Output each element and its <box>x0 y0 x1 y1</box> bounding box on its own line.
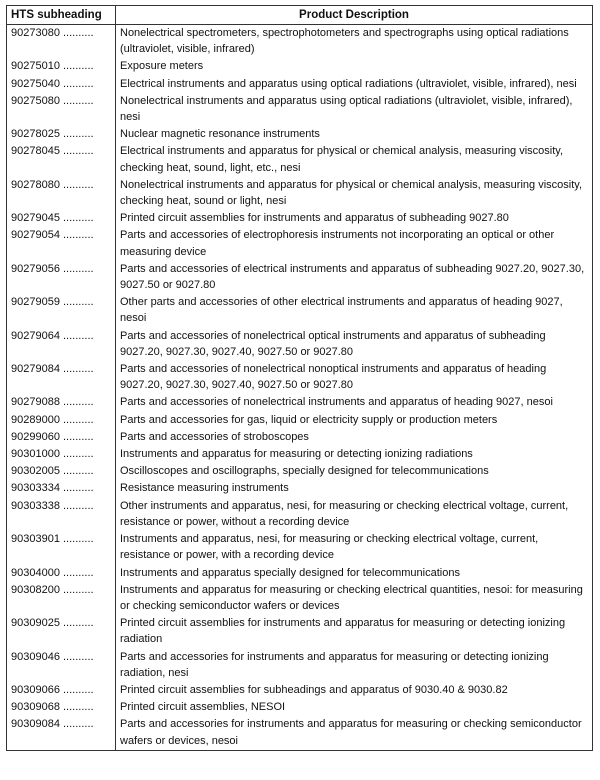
product-description-cell: Parts and accessories of electrical instruments and apparatus of subheading 9027.20, 9027.30, 9027.50 or 9027.80 <box>116 261 593 294</box>
product-description-cell: Parts and accessories for gas, liquid or electricity supply or production meters <box>116 412 593 429</box>
hts-code-cell: 90278045 .......... <box>7 143 116 176</box>
table-row <box>7 261 593 294</box>
product-description-cell: Nonelectrical instruments and apparatus using optical radiations (ultraviolet, visible, infrared), nesi <box>116 93 593 126</box>
product-description-cell: Parts and accessories for instruments and apparatus for measuring or checking semiconductor wafers or devices, nesoi <box>116 716 593 750</box>
table-row <box>7 143 593 176</box>
table-row <box>7 565 593 582</box>
product-description-cell: Parts and accessories of stroboscopes <box>116 429 593 446</box>
table-row <box>7 177 593 210</box>
table-row <box>7 582 593 615</box>
table-row <box>7 699 593 716</box>
table-row <box>7 361 593 394</box>
product-description-cell: Electrical instruments and apparatus for physical or chemical analysis, measuring viscosity, checking heat, sound, light, etc., nesi <box>116 143 593 176</box>
product-description-cell: Parts and accessories of nonelectrical instruments and apparatus of heading 9027, nesoi <box>116 394 593 411</box>
table-row <box>7 446 593 463</box>
product-description-cell: Nuclear magnetic resonance instruments <box>116 126 593 143</box>
table-row <box>7 394 593 411</box>
table-row <box>7 93 593 126</box>
hts-code-cell: 90309066 .......... <box>7 682 116 699</box>
product-description-cell: Electrical instruments and apparatus using optical radiations (ultraviolet, visible, infrared), nesi <box>116 76 593 93</box>
product-description-cell: Nonelectrical spectrometers, spectrophotometers and spectrographs using optical radiations (ultraviolet, visible, infrared) <box>116 25 593 59</box>
table-row <box>7 649 593 682</box>
column-header-hts-subheading: HTS subheading <box>7 6 116 25</box>
product-description-cell: Printed circuit assemblies for instruments and apparatus of subheading 9027.80 <box>116 210 593 227</box>
table-row <box>7 463 593 480</box>
product-description-cell: Printed circuit assemblies for instruments and apparatus for measuring or detecting ionizing radiation <box>116 615 593 648</box>
document-page <box>6 5 592 751</box>
table-row <box>7 480 593 497</box>
hts-code-cell: 90273080 .......... <box>7 25 116 59</box>
table-row <box>7 294 593 327</box>
hts-code-cell: 90308200 .......... <box>7 582 116 615</box>
table-row <box>7 25 593 59</box>
product-description-cell: Parts and accessories of nonelectrical nonoptical instruments and apparatus of heading 9027.20, 9027.30, 9027.40, 9027.50 or 9027.80 <box>116 361 593 394</box>
hts-code-cell: 90279088 .......... <box>7 394 116 411</box>
column-header-product-description: Product Description <box>116 6 593 25</box>
hts-code-cell: 90279045 .......... <box>7 210 116 227</box>
hts-code-cell: 90279064 .......... <box>7 328 116 361</box>
hts-code-cell: 90309025 .......... <box>7 615 116 648</box>
product-description-cell: Parts and accessories of nonelectrical optical instruments and apparatus of subheading 9027.20, 9027.30, 9027.40, 9027.50 or 9027.80 <box>116 328 593 361</box>
hts-code-cell: 90275010 .......... <box>7 58 116 75</box>
table-row <box>7 126 593 143</box>
product-description-cell: Parts and accessories for instruments and apparatus for measuring or detecting ionizing radiation, nesi <box>116 649 593 682</box>
table-row <box>7 412 593 429</box>
table-row <box>7 328 593 361</box>
hts-code-cell: 90304000 .......... <box>7 565 116 582</box>
hts-code-cell: 90309046 .......... <box>7 649 116 682</box>
hts-code-cell: 90278025 .......... <box>7 126 116 143</box>
table-row <box>7 58 593 75</box>
table-row <box>7 716 593 750</box>
table-row <box>7 429 593 446</box>
table-row <box>7 531 593 564</box>
hts-code-cell: 90303338 .......... <box>7 498 116 531</box>
hts-code-cell: 90289000 .......... <box>7 412 116 429</box>
table-row <box>7 498 593 531</box>
hts-code-cell: 90278080 .......... <box>7 177 116 210</box>
hts-code-cell: 90279059 .......... <box>7 294 116 327</box>
table-body <box>7 25 593 751</box>
product-description-cell: Oscilloscopes and oscillographs, specially designed for telecommunications <box>116 463 593 480</box>
hts-code-cell: 90279054 .......... <box>7 227 116 260</box>
product-description-cell: Parts and accessories of electrophoresis instruments not incorporating an optical or other measuring device <box>116 227 593 260</box>
product-description-cell: Nonelectrical instruments and apparatus for physical or chemical analysis, measuring viscosity, checking heat, sound or light, nesi <box>116 177 593 210</box>
hts-code-cell: 90309084 .......... <box>7 716 116 750</box>
hts-code-cell: 90279056 .......... <box>7 261 116 294</box>
product-description-cell: Resistance measuring instruments <box>116 480 593 497</box>
product-description-cell: Instruments and apparatus specially designed for telecommunications <box>116 565 593 582</box>
hts-code-cell: 90302005 .......... <box>7 463 116 480</box>
product-description-cell: Exposure meters <box>116 58 593 75</box>
product-description-cell: Printed circuit assemblies for subheadings and apparatus of 9030.40 & 9030.82 <box>116 682 593 699</box>
table-header-row <box>7 6 593 25</box>
hts-code-cell: 90279084 .......... <box>7 361 116 394</box>
hts-code-cell: 90309068 .......... <box>7 699 116 716</box>
table-row <box>7 210 593 227</box>
table-row <box>7 76 593 93</box>
product-description-cell: Instruments and apparatus for measuring or detecting ionizing radiations <box>116 446 593 463</box>
product-description-cell: Printed circuit assemblies, NESOI <box>116 699 593 716</box>
hts-code-cell: 90303901 .......... <box>7 531 116 564</box>
product-description-cell: Instruments and apparatus, nesi, for measuring or checking electrical voltage, current, resistance or power, with a recording device <box>116 531 593 564</box>
product-description-cell: Other parts and accessories of other electrical instruments and apparatus of heading 9027, nesoi <box>116 294 593 327</box>
product-description-cell: Other instruments and apparatus, nesi, for measuring or checking electrical voltage, current, resistance or power, without a recording device <box>116 498 593 531</box>
table-row <box>7 682 593 699</box>
hts-code-cell: 90275080 .......... <box>7 93 116 126</box>
table-row <box>7 615 593 648</box>
hts-code-cell: 90303334 .......... <box>7 480 116 497</box>
hts-code-cell: 90299060 .......... <box>7 429 116 446</box>
product-description-cell: Instruments and apparatus for measuring or checking electrical quantities, nesoi: for measuring or checking semiconductor wafers or devices <box>116 582 593 615</box>
hts-code-cell: 90301000 .......... <box>7 446 116 463</box>
hts-table <box>6 5 593 751</box>
table-row <box>7 227 593 260</box>
hts-code-cell: 90275040 .......... <box>7 76 116 93</box>
